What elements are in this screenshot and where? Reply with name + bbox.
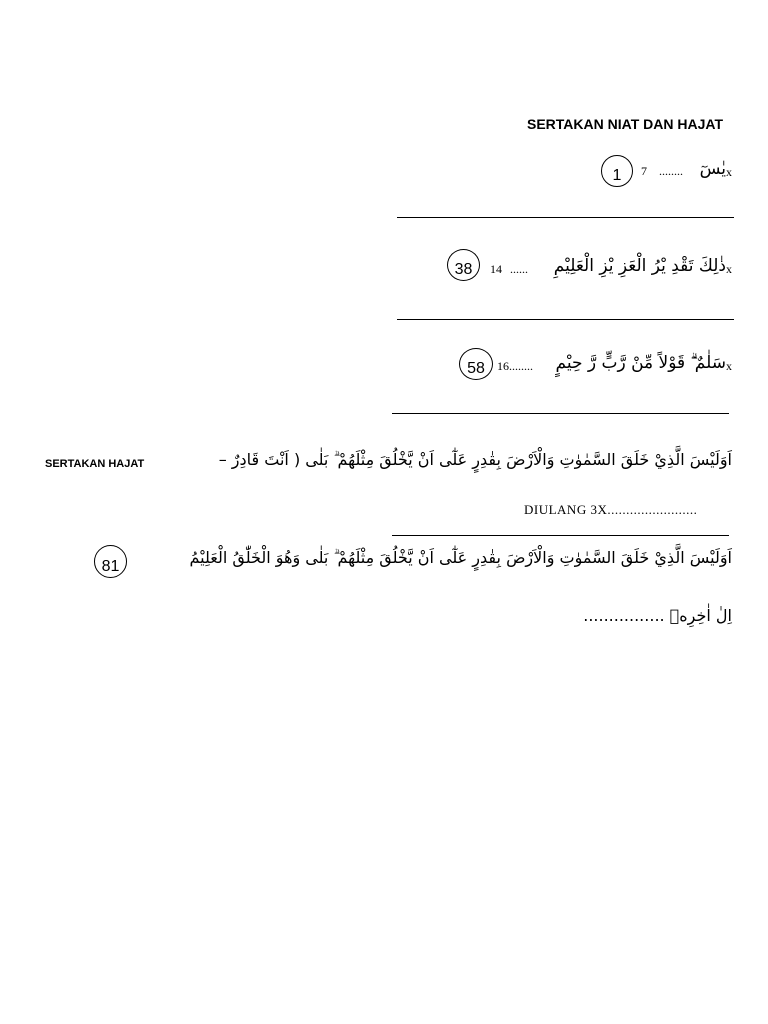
verse-arabic-text: اَوَلَيْسَ الَّذِيْ خَلَقَ السَّمٰوٰتِ وَالْاَرْضَ بِقٰدِرٍ عَلٰٓى اَنْ يَّخْلُقَ مِثْلَهُمْ ۗ بَلٰى وَهُوَ الْخَلّٰقُ الْعَلِيْمُ bbox=[189, 548, 732, 567]
verse-times-mark: x bbox=[726, 165, 732, 179]
verse-ending-text: اِلٰ اٰخِرِهٖ ................ bbox=[583, 606, 732, 625]
verse-count: 16........ bbox=[497, 359, 533, 373]
verse-number-circle-1 bbox=[601, 155, 633, 187]
divider-line bbox=[397, 319, 734, 320]
hajat-arabic-text: اَوَلَيْسَ الَّذِيْ خَلَقَ السَّمٰوٰتِ وَالْاَرْضَ بِقٰدِرٍ عَلٰٓى اَنْ يَّخْلُقَ مِثْلَهُمْ ۗ بَلٰى ( اَنْتَ قَادِرٌ – bbox=[218, 450, 732, 469]
divider-line bbox=[392, 413, 729, 414]
divider-line bbox=[392, 535, 729, 536]
verse-count: 7 bbox=[641, 164, 647, 178]
divider-line bbox=[397, 217, 734, 218]
page-heading: SERTAKAN NIAT DAN HAJAT bbox=[527, 116, 723, 132]
verse-times-mark: x bbox=[726, 359, 732, 373]
verse-number-circle-58 bbox=[459, 348, 493, 380]
verse-number-circle-81 bbox=[94, 545, 127, 578]
verse-arabic-text: سَلٰمٌ ۗ قَوْلاً مِّنْ رَّبٍّ رَّ حِيْمٍ bbox=[555, 353, 726, 373]
verse-arabic-text: يٰسٓ bbox=[699, 159, 726, 179]
verse-number-circle-38 bbox=[447, 249, 480, 281]
verse-number: 1 bbox=[612, 167, 622, 184]
hajat-label: SERTAKAN HAJAT bbox=[45, 458, 145, 470]
repeat-instruction: DIULANG 3X........................ bbox=[524, 502, 698, 517]
verse-times-mark: x bbox=[726, 262, 732, 276]
verse-dots: ........ bbox=[659, 164, 683, 178]
verse-number: 58 bbox=[467, 360, 485, 377]
verse-count: 14 bbox=[490, 262, 502, 276]
verse-arabic-text: ذٰلِكَ تَقْدِ يْرُ الْعَزِ يْزِ الْعَلِيْمِ bbox=[553, 256, 726, 276]
verse-number: 81 bbox=[101, 558, 120, 575]
verse-number: 38 bbox=[454, 261, 473, 278]
verse-dots: ...... bbox=[510, 262, 528, 276]
